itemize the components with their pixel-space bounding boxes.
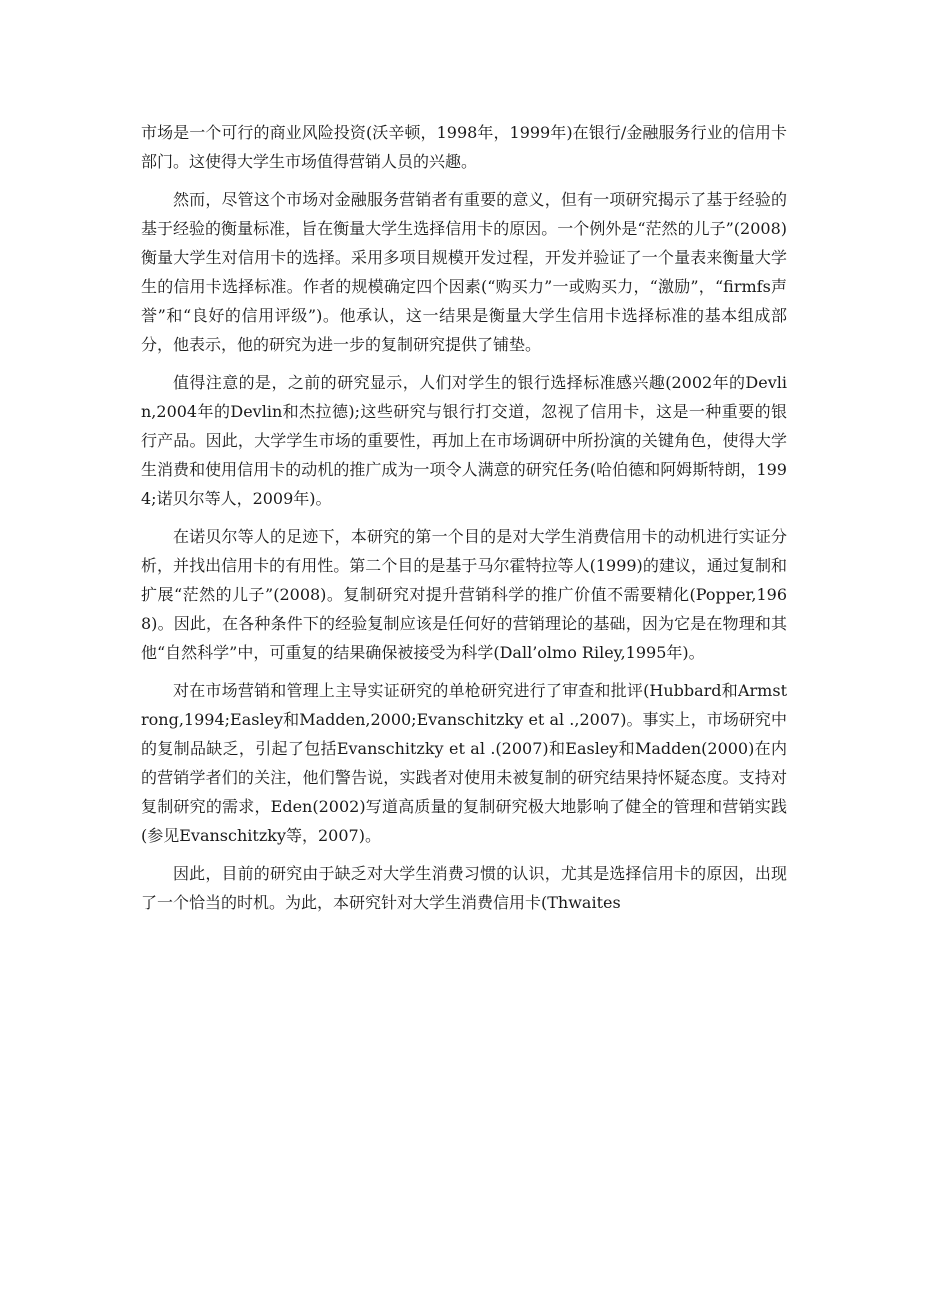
paragraph-1: 市场是一个可行的商业风险投资(沃辛顿，1998年，1999年)在银行/金融服务行业的信用卡部门。这使得大学生市场值得营销人员的兴趣。 <box>141 123 787 171</box>
document-body <box>141 118 787 926</box>
paragraph-6: 因此，目前的研究由于缺乏对大学生消费习惯的认识，尤其是选择信用卡的原因，出现了一个恰当的时机。为此，本研究针对大学生消费信用卡(Thwaites <box>141 864 787 912</box>
paragraph-3: 值得注意的是，之前的研究显示，人们对学生的银行选择标准感兴趣(2002年的Devlin,2004年的Devlin和杰拉德);这些研究与银行打交道，忽视了信用卡，这是一种重要的银行产品。因此，大学学生市场的重要性，再加上在市场调研中所扮演的关键角色，使得大学生消费和使用信用卡的动机的推广成为一项令人满意的研究任务(哈伯德和阿姆斯特朗，1994;诺贝尔等人，2009年)。 <box>141 373 787 508</box>
paragraph-5: 对在市场营销和管理上主导实证研究的单枪研究进行了审查和批评(Hubbard和Armstrong,1994;Easley和Madden,2000;Evanschitzky et al .,2007)。事实上，市场研究中的复制品缺乏，引起了包括Evanschitzky et al .(2007)和Easley和Madden(2000)在内的营销学者们的关注，他们警告说，实践者对使用未被复制的研究结果持怀疑态度。支持对复制研究的需求，Eden(2002)写道高质量的复制研究极大地影响了健全的管理和营销实践(参见Evanschitzky等，2007)。 <box>141 681 787 845</box>
paragraph-2: 然而，尽管这个市场对金融服务营销者有重要的意义，但有一项研究揭示了基于经验的基于经验的衡量标准，旨在衡量大学生选择信用卡的原因。一个例外是“茫然的儿子”(2008)衡量大学生对信用卡的选择。采用多项目规模开发过程，开发并验证了一个量表来衡量大学生的信用卡选择标准。作者的规模确定四个因素(“购买力”一或购买力，“激励”，“firmfs声誉”和“良好的信用评级”)。他承认，这一结果是衡量大学生信用卡选择标准的基本组成部分，他表示，他的研究为进一步的复制研究提供了铺垫。 <box>141 190 787 354</box>
paragraph-4: 在诺贝尔等人的足迹下，本研究的第一个目的是对大学生消费信用卡的动机进行实证分析，并找出信用卡的有用性。第二个目的是基于马尔霍特拉等人(1999)的建议，通过复制和扩展“茫然的儿子”(2008)。复制研究对提升营销科学的推广价值不需要精化(Popper,1968)。因此，在各种条件下的经验复制应该是任何好的营销理论的基础，因为它是在物理和其他“自然科学”中，可重复的结果确保被接受为科学(Dall’olmo Riley,1995年)。 <box>141 527 787 662</box>
